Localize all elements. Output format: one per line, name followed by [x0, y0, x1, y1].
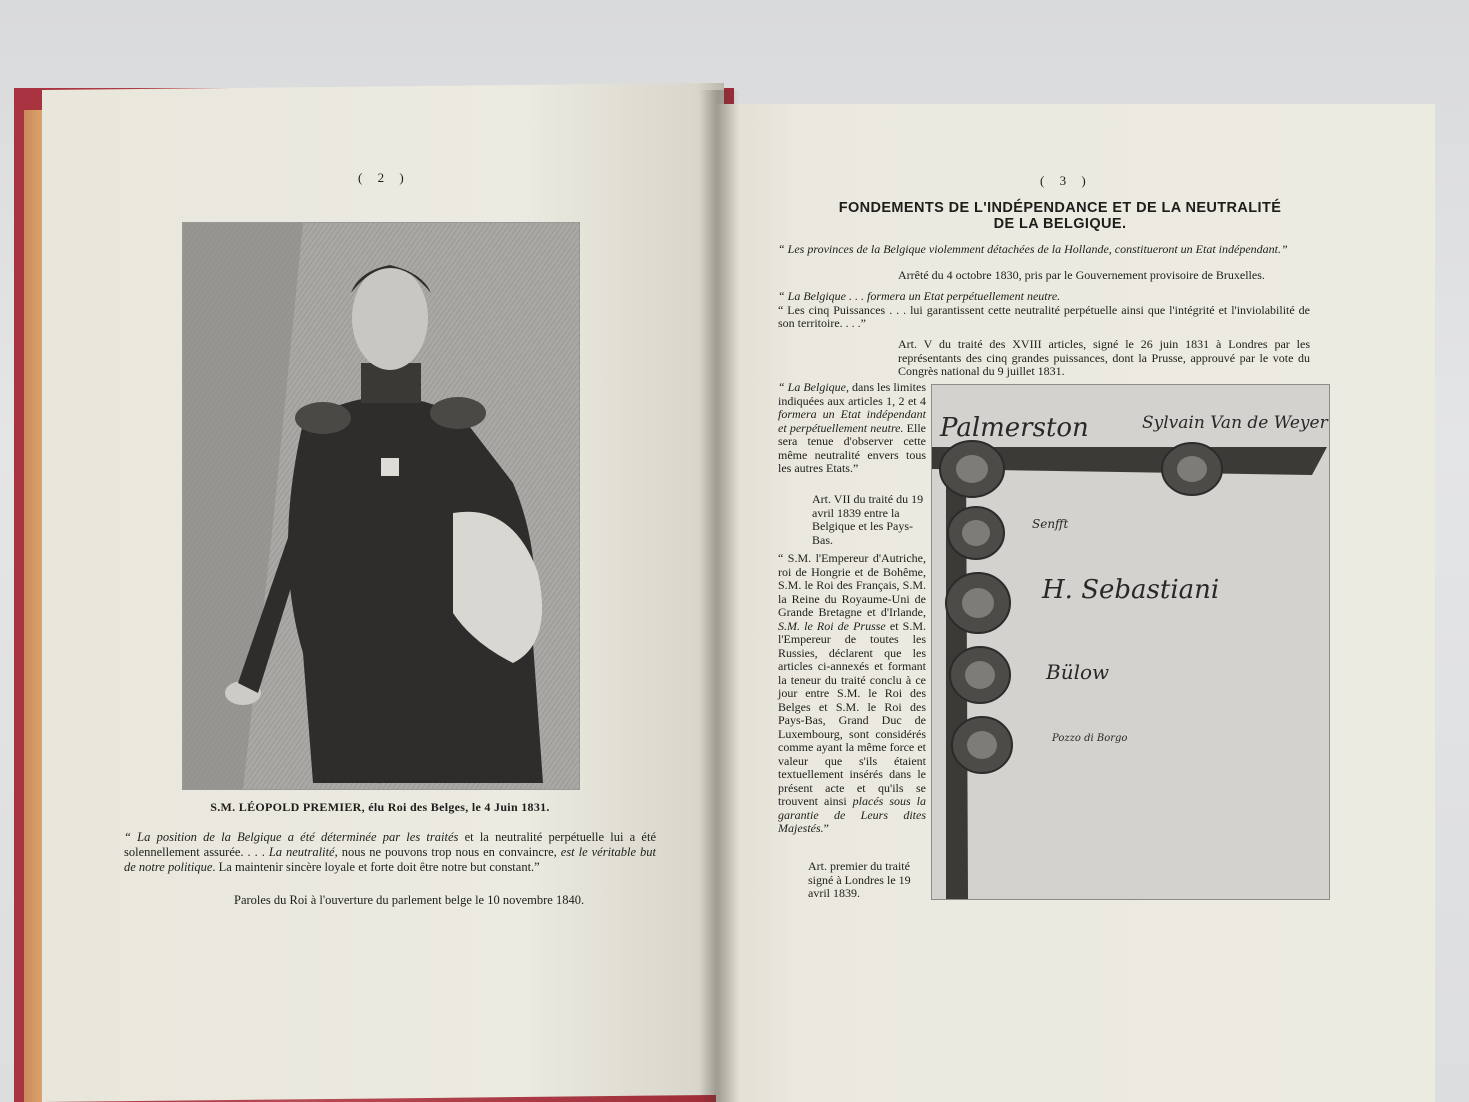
quote-part: et la neutralité perpétuelle lui a été solennellement assurée. . . . — [124, 830, 657, 859]
quote-part: , dans les limites indiquées aux articles 1, 2 et 4 — [778, 380, 926, 408]
quote-art-vii-source: Art. VII du traité du 19 avril 1839 entre la Belgique et les Pays-Bas. — [812, 492, 924, 547]
quote-part: formera un Etat indépendant et perpétuellement neutre. — [778, 407, 926, 435]
king-quote — [124, 830, 656, 875]
signature: Senfft — [1032, 517, 1069, 531]
portrait-caption: S.M. LÉOPOLD PREMIER, élu Roi des Belges, le 4 Juin 1831. — [210, 800, 550, 814]
quote-provinces-source: Arrêté du 4 octobre 1830, pris par le Gouvernement provisoire de Bruxelles. — [898, 268, 1265, 282]
left-page-number: ( 2 ) — [358, 170, 410, 185]
quote-part: ” — [823, 821, 829, 835]
king-quote-source: Paroles du Roi à l'ouverture du parlement belge le 10 novembre 1840. — [234, 893, 585, 907]
quote-part: . La maintenir sincère loyale et forte doit être notre but constant.” — [212, 860, 540, 874]
portrait-engraving — [182, 222, 580, 790]
signature: H. Sebastiani — [1042, 575, 1220, 605]
quote-art-v — [778, 290, 1310, 331]
signature: Sylvain Van de Weyer — [1142, 413, 1328, 433]
title-line: DE LA BELGIQUE. — [993, 216, 1127, 232]
quote-art-premier-source: Art. premier du traité signé à Londres le 19 avril 1839. — [808, 859, 911, 900]
quote-part: La neutralité — [268, 845, 335, 859]
quote-part: est le véritable but de notre politique — [124, 845, 656, 874]
quote-part: et S.M. l'Empereur de toutes les Russies, déclarent que les articles ci-annexés et formant la teneur du traité conclu à ce jour entre S.M. le Roi des Belges et S.M. le Roi des Pays-Bas, Grand Duc de Luxembourg, sont considérés comme ayant la même force et valeur que s'ils étaient textuellement insérés dans le présent acte et qu'ils se trouvent ainsi — [778, 618, 926, 808]
quote-provinces: “ Les provinces de la Belgique violemment détachées de la Hollande, constitueront un Etat indépendant.” — [778, 242, 1288, 256]
quote-part: “ La position de la Belgique a été déterminée par les traités — [124, 830, 459, 844]
quote-part: “ La Belgique — [778, 380, 846, 394]
quote-part: S.M. le Roi de Prusse — [778, 618, 886, 633]
quote-art-v-source: Art. V du traité des XVIII articles, signé le 26 juin 1831 à Londres par les représentants des cinq grandes puissances, dont la Prusse, approuvé par le vote du Congrès national du 9 juillet 1831. — [898, 337, 1310, 378]
portrait-label: S.M. LÉOPOLD Ier, ROI DES BELGES. — [322, 780, 440, 785]
signature: Bülow — [1046, 660, 1110, 684]
signature: Palmerston — [940, 413, 1089, 443]
quote-art-vii — [778, 381, 926, 476]
signature: Pozzo di Borgo — [1052, 733, 1128, 744]
quote-part: Elle sera tenue d'observer cette même neutralité envers tous les autres Etats.” — [778, 420, 926, 475]
quote-part: “ S.M. l'Empereur d'Autriche, roi de Hongrie et de Bohême, S.M. le Roi des Français, S.M. la Reine du Royaume-Uni de Grande Bretagne et d'Irlande, — [778, 551, 926, 619]
treaty-seals-photo — [931, 384, 1330, 900]
quote-part: placés sous la garantie de Leurs dites Majestés. — [778, 794, 926, 835]
quote-art-premier — [778, 552, 926, 836]
right-page-number: ( 3 ) — [1040, 173, 1092, 188]
title-line: FONDEMENTS DE L'INDÉPENDANCE ET DE LA NEUTRALITÉ — [838, 200, 1282, 216]
page-title — [790, 200, 1330, 232]
quote-line: “ Les cinq Puissances . . . lui garantissent cette neutralité perpétuelle ainsi que l'intégrité et l'inviolabilité de son territoire. . . .” — [778, 302, 1310, 330]
quote-part: , nous ne pouvons trop nous en convaincre, — [334, 845, 561, 859]
book-gutter — [700, 90, 740, 1102]
quote-line: “ La Belgique . . . formera un Etat perpétuellement neutre. — [778, 289, 1061, 303]
